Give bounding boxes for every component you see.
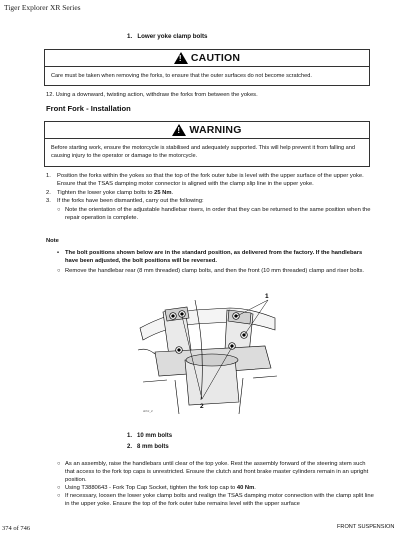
- sub-step-text: If necessary, loosen the lower yoke clamp bolts and realign the TSAS damping motor connection with the clamp split line in the upper yoke. Ensure the top of the fork outer tube remains level with the upper surface: [65, 493, 374, 507]
- caption-number: 1.: [127, 33, 133, 40]
- torque-value: 40 Nm: [236, 485, 255, 491]
- sub-step-text: Using T3880643 - Fork Top Cap Socket, tighten the fork top cap to: [65, 485, 237, 491]
- torque-value: 25 Nm: [154, 189, 172, 196]
- figure-legend: [127, 431, 172, 453]
- sub-step: [46, 492, 374, 508]
- sub-step-text: Remove the handlebar rear (8 mm threaded) clamp bolts, and then the front (10 mm threaded) clamp and riser bolts.: [65, 268, 365, 274]
- callout-2: 2: [200, 403, 204, 410]
- step-number: 2.: [46, 189, 51, 196]
- caption-text: Lower yoke clamp bolts: [137, 33, 208, 40]
- step-text: Tighten the lower yoke clamp bolts to: [57, 189, 155, 196]
- legend-number: 2.: [127, 444, 133, 450]
- caution-label: CAUTION: [190, 52, 241, 64]
- sub-step: [46, 267, 374, 275]
- caution-box: [44, 49, 370, 86]
- step-item: [46, 197, 374, 205]
- sub-step-text: As an assembly, raise the handlebars until clear of the top yoke. Rest the assembly forward of the steering stem such that access to the fork top caps is unrestricted. Ensure the clutch and front brake master cylinders remain in an upright position.: [65, 461, 369, 483]
- warning-triangle-icon: !: [174, 52, 188, 64]
- legend-number: 1.: [127, 433, 133, 439]
- figure-reference: shhz_2: [143, 409, 153, 413]
- legend-text: 10 mm bolts: [137, 433, 173, 439]
- circle-bullet-icon: ○: [57, 268, 61, 274]
- installation-steps: [46, 172, 374, 222]
- note-label: Note: [46, 238, 59, 244]
- note-text: The bolt positions shown below are in the standard position, as delivered from the factory. If the handlebars have been adjusted, the bolt positions will be reversed.: [65, 250, 363, 264]
- sub-step-text-end: .: [254, 485, 256, 491]
- warning-box: [44, 121, 370, 167]
- circle-bullet-icon: ○: [57, 493, 61, 499]
- figure-caption-top: [127, 33, 208, 40]
- warning-triangle-icon: !: [172, 124, 186, 136]
- footer-section: FRONT SUSPENSION: [337, 524, 395, 530]
- warning-header: [45, 122, 369, 139]
- legend-text: 8 mm bolts: [137, 444, 169, 450]
- circle-bullet-icon: ○: [57, 206, 61, 213]
- step-text: If the forks have been dismantled, carry out the following:: [57, 198, 204, 204]
- handlebar-clamp-diagram: [135, 290, 280, 417]
- step-number: 3.: [46, 198, 51, 204]
- note-bullet: [46, 249, 374, 265]
- legend-item: [127, 442, 172, 453]
- legend-item: [127, 431, 172, 442]
- steps-list: [46, 172, 374, 205]
- circle-bullet-icon: ○: [57, 485, 61, 491]
- section-title: Front Fork - Installation: [46, 104, 131, 113]
- sub-step: [46, 484, 374, 492]
- sub-step: [46, 460, 374, 484]
- step-text: Position the forks within the yokes so that the top of the fork outer tube is level with the upper surface of the upper yoke. Ensure that the TSAS damping motor connector is aligned with the clamp slip line in the upper yoke.: [57, 173, 364, 187]
- note-block: [46, 249, 374, 275]
- page-number: 374 of 746: [2, 525, 31, 532]
- bullet-icon: •: [57, 250, 60, 256]
- step-text-end: .: [171, 189, 174, 196]
- caution-text: Care must be taken when removing the forks, to ensure that the outer surfaces do not become scratched.: [51, 73, 312, 79]
- warning-text: Before starting work, ensure the motorcycle is stabilised and adequately supported. This will help prevent it from falling and causing injury to the operator or damage to the motorcycle.: [51, 145, 355, 160]
- step-item: [46, 172, 374, 188]
- reassembly-steps: [46, 460, 374, 508]
- document-title: Tiger Explorer XR Series: [4, 3, 81, 12]
- sub-step: [46, 206, 374, 222]
- step-12: 12. Using a downward, twisting action, withdraw the forks from between the yokes.: [46, 92, 258, 98]
- circle-bullet-icon: ○: [57, 461, 61, 467]
- caution-header: [45, 50, 369, 67]
- sub-step-text: Note the orientation of the adjustable handlebar risers, in order that they can be returned to the same position when the repair operation is complete.: [65, 206, 371, 221]
- step-number: 1.: [46, 173, 51, 179]
- callout-1: 1: [265, 293, 269, 300]
- warning-label: WARNING: [189, 124, 242, 136]
- step-item: [46, 189, 374, 197]
